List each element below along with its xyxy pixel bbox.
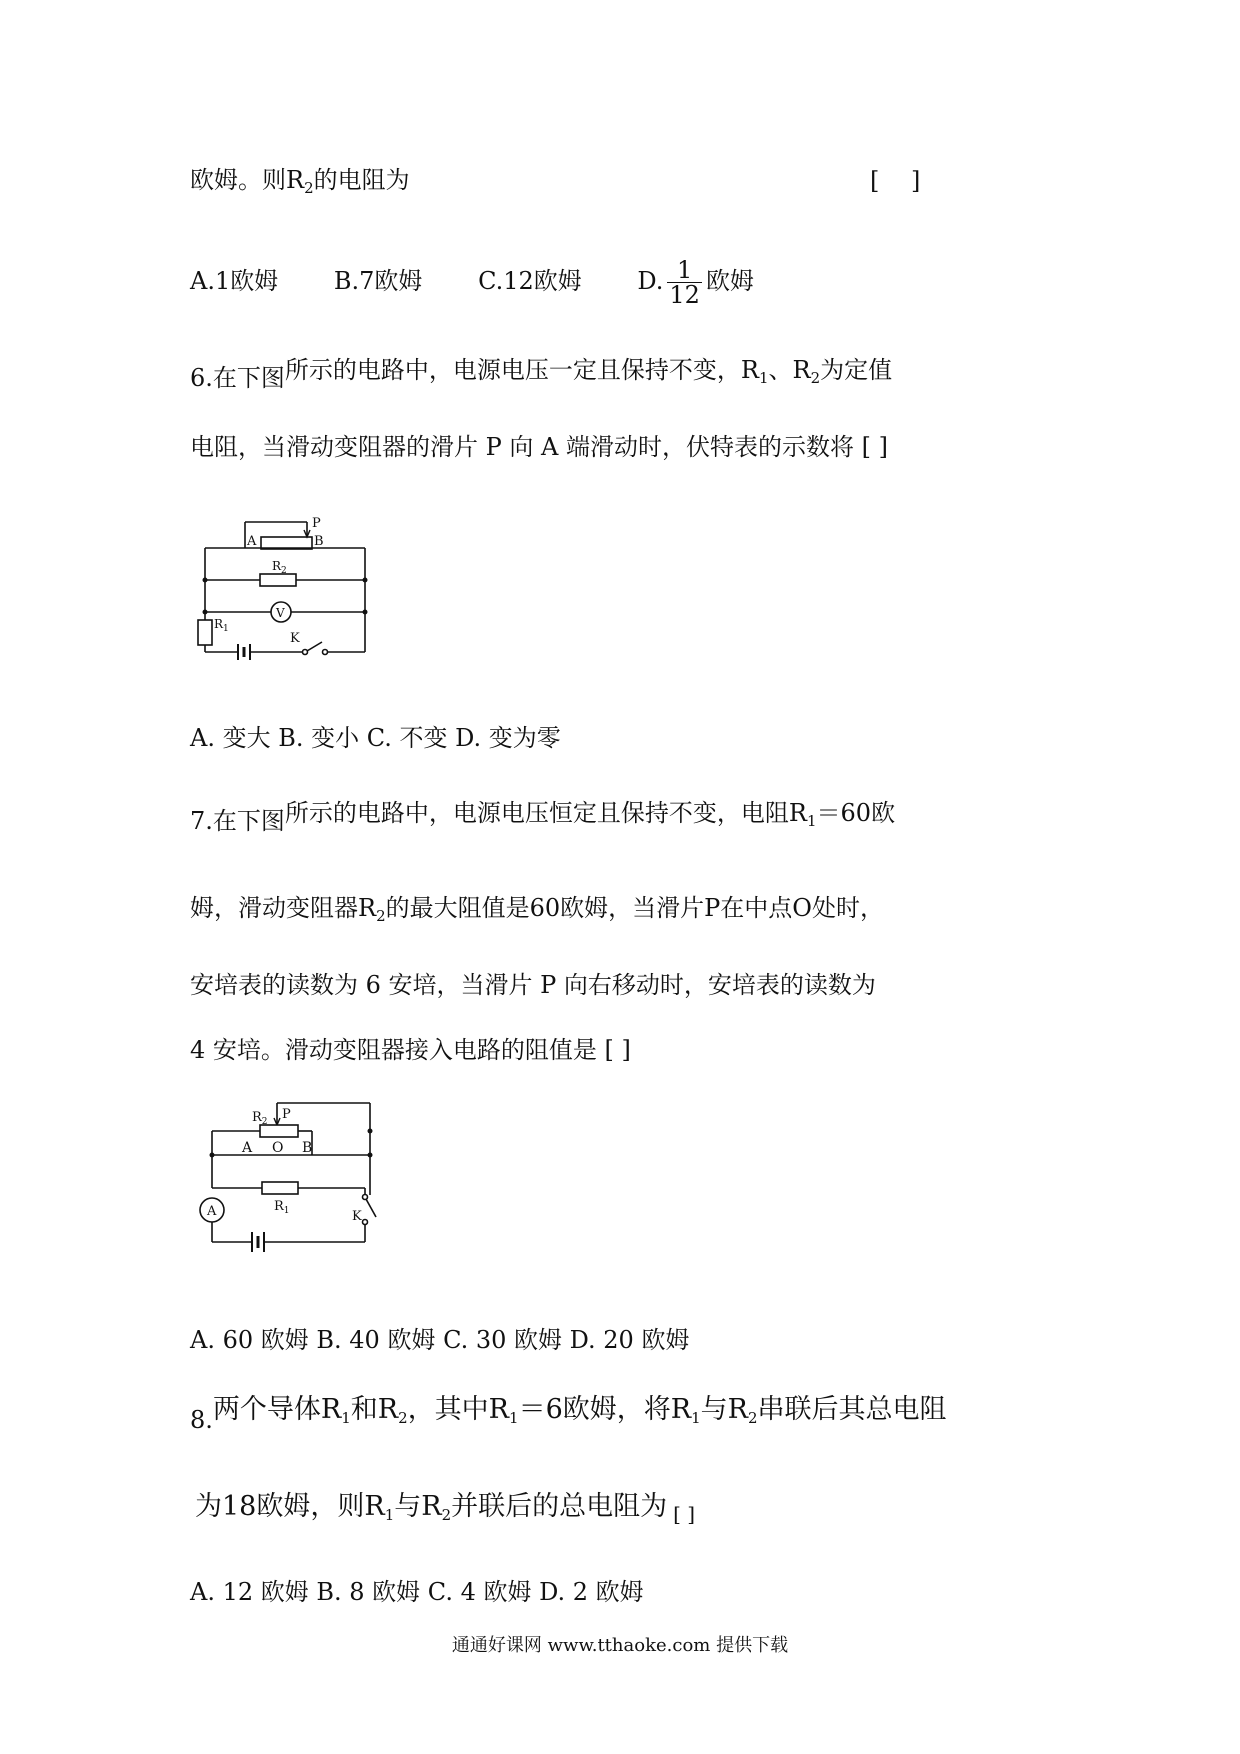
q6-label-a: A [247, 534, 257, 549]
q7-stem-line2: 姆，滑动变阻器$R_2$的最大阻值是60欧姆，当滑片P在中点O处时， [190, 894, 884, 925]
q5-option-c: C.12欧姆 [478, 267, 582, 295]
q7-label-b: B [302, 1140, 313, 1156]
q6-stem-line2: 电阻，当滑动变阻器的滑片 P 向 A 端滑动时，伏特表的示数将 [ ] [190, 433, 888, 461]
page-footer: 通通好课网 www.tthaoke.com 提供下载 [451, 1635, 789, 1656]
q6-options: A. 变大 B. 变小 C. 不变 D. 变为零 [190, 724, 561, 752]
fraction: $\frac{1}{12}$ [669, 256, 700, 309]
q7-label-a: A [242, 1140, 253, 1156]
q7-label-o: O [272, 1140, 284, 1156]
q7-label-r2: $R_2$ [252, 1110, 268, 1127]
q8-stem-line2: 为18欧姆，则$R_1$与$R_2$并联后的总电阻为 $_{[ ]}$ [195, 1491, 696, 1526]
q6-label-p: P [312, 516, 321, 531]
q5-option-d: D. $\frac{1}{12}$ 欧姆 [637, 256, 754, 309]
q5-option-a: A.1欧姆 [190, 267, 279, 295]
q7-resistor-r1 [262, 1182, 298, 1194]
q6-label-r2: $R_2$ [272, 559, 287, 576]
q6-label-b: B [314, 534, 324, 549]
q6-circuit-diagram [190, 515, 390, 665]
q7-label-p: P [282, 1107, 291, 1122]
q6-resistor-r1 [198, 620, 212, 645]
q6-resistor-r2 [260, 574, 296, 586]
q7-label-k: K [352, 1209, 362, 1224]
q5-options [190, 258, 754, 307]
q7-options: A. 60 欧姆 B. 40 欧姆 C. 30 欧姆 D. 20 欧姆 [190, 1326, 690, 1354]
q6-label-v: V [276, 606, 285, 620]
q7-circuit-diagram [190, 1100, 400, 1270]
q8-answer-bracket: [ ] [673, 1502, 696, 1526]
q7-stem-line1: 7.在下图所示的电路中，电源电压恒定且保持不变，电阻$R_1=60$欧 [190, 799, 896, 835]
q8-options: A. 12 欧姆 B. 8 欧姆 C. 4 欧姆 D. 2 欧姆 [190, 1578, 644, 1606]
q6-label-k: K [290, 631, 300, 646]
q6-stem-line1: 6.在下图所示的电路中，电源电压一定且保持不变，$R_1$、$R_2$为定值 [190, 356, 893, 392]
q8-stem-line1: 8.两个导体$R_1$和$R_2$，其中$R_1=6$欧姆，将$R_1$与$R_2$串联后其总电阻 [190, 1394, 947, 1434]
q7-stem-line3: 安培表的读数为 6 安培，当滑片 P 向右移动时，安培表的读数为 [190, 971, 876, 999]
q5-answer-bracket: [ ] [870, 167, 921, 195]
q5-option-b: B.7欧姆 [333, 267, 423, 295]
q7-stem-line4: 4 安培。滑动变阻器接入电路的阻值是 [ ] [190, 1036, 631, 1064]
q6-label-r1: $R_1$ [214, 617, 229, 634]
q7-label-ammeter: A [207, 1204, 217, 1219]
q5-stem: 欧姆。则$R_2$的电阻为 [190, 166, 410, 197]
q7-label-r1: $R_1$ [274, 1199, 290, 1216]
